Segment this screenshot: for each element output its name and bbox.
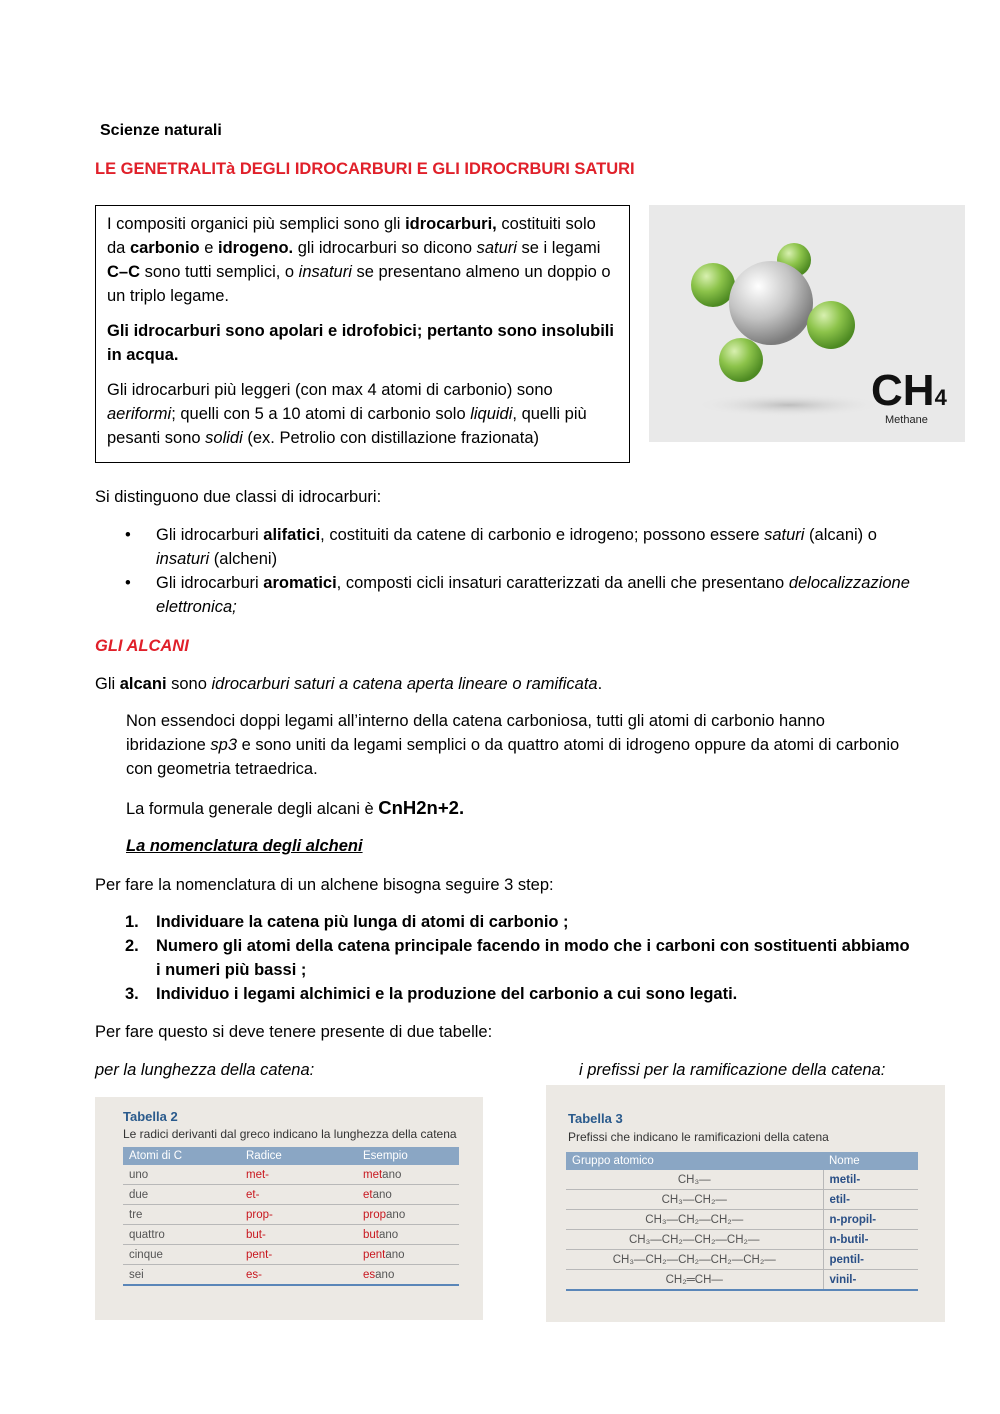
cell-nome: vinil- [823, 1270, 918, 1291]
cell-esempio [357, 1185, 459, 1205]
step-text: Individuo i legami alchimici e la produzione del carbonio a cui sono legati. [156, 985, 738, 1003]
table-row [566, 1270, 918, 1291]
table-row [566, 1210, 918, 1230]
cell-atomi: cinque [123, 1245, 240, 1265]
text: costituiti solo da [107, 215, 596, 257]
term-idrocarburi: idrocarburi, [405, 215, 497, 233]
table-3-title: Tabella 3 [568, 1111, 623, 1126]
example-suffix: ano [385, 1248, 405, 1261]
cell-radice: prop- [240, 1205, 357, 1225]
cell-nome: n-propil- [823, 1210, 918, 1230]
term-liquidi: liquidi [470, 405, 513, 423]
general-formula: CnH2n+2. [378, 797, 465, 818]
table-row [566, 1170, 918, 1190]
term-definition: idrocarburi saturi a catena aperta lineare o ramificata [211, 675, 598, 693]
text: Gli idrocarburi [156, 574, 264, 592]
nomenclature-heading: La nomenclatura degli alcheni [126, 837, 363, 855]
text: (ex. Petrolio con distillazione frazionata) [242, 429, 539, 447]
table-row [123, 1265, 459, 1286]
page-title: LE GENETRALITà DEGLI IDROCARBURI E GLI IDROCRBURI SATURI [95, 160, 635, 178]
text: e [199, 239, 218, 257]
text: La formula generale degli alcani è [126, 800, 379, 818]
term-alifatici: alifatici [263, 526, 321, 544]
cell-nome: etil- [823, 1190, 918, 1210]
table-header-row [566, 1152, 918, 1170]
text: se i legami [516, 239, 601, 257]
tables-intro: Per fare questo si deve tenere presente di due tabelle: [95, 1023, 493, 1041]
term-solidi: solidi [205, 429, 243, 447]
table-row [123, 1245, 459, 1265]
molecule-caption: Methane [885, 414, 928, 426]
formula-line [126, 796, 906, 821]
hydrogen-atom [719, 338, 763, 382]
step-item [95, 934, 915, 982]
caption-left: per la lunghezza della catena: [95, 1061, 315, 1079]
cell-atomi: quattro [123, 1225, 240, 1245]
example-root: et [363, 1188, 373, 1201]
term-sp3: sp3 [210, 736, 237, 754]
table-row [566, 1250, 918, 1270]
cell-atomi: uno [123, 1165, 240, 1185]
step-item [95, 982, 915, 1006]
table-2-image [95, 1097, 483, 1320]
cell-radice: es- [240, 1265, 357, 1286]
steps-list [95, 910, 915, 1006]
term-saturi: saturi [476, 239, 517, 257]
cell-atomi: sei [123, 1265, 240, 1286]
carbon-atom [729, 261, 813, 345]
classes-list [95, 523, 925, 619]
example-suffix: ano [386, 1208, 406, 1221]
table-row [123, 1225, 459, 1245]
term-aromatici: aromatici [263, 574, 337, 592]
classes-intro: Si distinguono due classi di idrocarburi: [95, 488, 382, 506]
cell-esempio [357, 1165, 459, 1185]
cell-gruppo: CH₂═CH— [566, 1270, 823, 1291]
example-suffix: ano [375, 1268, 395, 1281]
table-row [123, 1205, 459, 1225]
text: Gli idrocarburi più leggeri (con max 4 atomi di carbonio) sono [107, 381, 553, 399]
text: Gli idrocarburi [156, 526, 264, 544]
example-root: met [363, 1168, 383, 1181]
steps-intro: Per fare la nomenclatura di un alchene bisogna seguire 3 step: [95, 876, 554, 894]
intro-paragraph-1 [107, 212, 618, 308]
cell-gruppo: CH₃—CH₂—CH₂— [566, 1210, 823, 1230]
term-aeriformi: aeriformi [107, 405, 172, 423]
cell-esempio [357, 1265, 459, 1286]
example-suffix: ano [382, 1168, 402, 1181]
text: , composti cicli insaturi caratterizzati da anelli che presentano [336, 574, 789, 592]
text: gli idrocarburi so dicono [293, 239, 477, 257]
table-row [123, 1185, 459, 1205]
table-2 [123, 1147, 459, 1286]
cell-radice: et- [240, 1185, 357, 1205]
example-root: but [363, 1228, 379, 1241]
text: sono [166, 675, 212, 693]
formula-main: CH [871, 366, 935, 415]
methane-molecule-image [649, 205, 965, 442]
cell-gruppo: CH₃—CH₂— [566, 1190, 823, 1210]
intro-paragraph-3 [107, 378, 618, 450]
table-3-subtitle: Prefissi che indicano le ramificazioni della catena [568, 1130, 829, 1144]
alcani-definition [95, 672, 602, 696]
example-root: prop [363, 1208, 387, 1221]
example-suffix: ano [372, 1188, 392, 1201]
cell-gruppo: CH₃— [566, 1170, 823, 1190]
table-3-image [546, 1085, 945, 1322]
col-header: Atomi di C [123, 1147, 240, 1165]
cell-atomi: tre [123, 1205, 240, 1225]
term-insaturi: insaturi [298, 263, 352, 281]
term-idrogeno: idrogeno. [217, 239, 294, 257]
step-item [95, 910, 915, 934]
col-header: Nome [823, 1152, 918, 1170]
term-insaturi: insaturi [156, 550, 210, 568]
hydrogen-atom [691, 263, 735, 307]
col-header: Esempio [357, 1147, 459, 1165]
cell-gruppo: CH₃—CH₂—CH₂—CH₂— [566, 1230, 823, 1250]
caption-right: i prefissi per la ramificazione della catena: [579, 1061, 886, 1079]
step-text: Individuare la catena più lunga di atomi di carbonio ; [156, 913, 569, 931]
cell-radice: met- [240, 1165, 357, 1185]
alcani-paragraph [126, 709, 906, 781]
text: I compositi organici più semplici sono gli [107, 215, 406, 233]
term-cc: C–C [107, 263, 141, 281]
cell-radice: pent- [240, 1245, 357, 1265]
step-text: Numero gli atomi della catena principale facendo in modo che i carboni con sostituenti abbiamo i numeri più bassi ; [156, 937, 910, 979]
example-root: pent [363, 1248, 386, 1261]
cell-radice: but- [240, 1225, 357, 1245]
text: (alcani) o [804, 526, 877, 544]
text: ; quelli con 5 a 10 atomi di carbonio solo [171, 405, 471, 423]
table-2-subtitle: Le radici derivanti dal greco indicano la lunghezza della catena [123, 1127, 457, 1141]
intro-box [95, 205, 630, 463]
text: (alcheni) [209, 550, 278, 568]
cell-esempio [357, 1245, 459, 1265]
term-delocalizzazione: delocalizzazione elettronica; [156, 574, 910, 616]
section-heading-alcani: GLI ALCANI [95, 637, 189, 655]
list-item [95, 523, 925, 571]
cell-nome: pentil- [823, 1250, 918, 1270]
table-2-title: Tabella 2 [123, 1109, 178, 1124]
text: sono tutti semplici, o [140, 263, 299, 281]
hydrogen-atom [807, 301, 855, 349]
cell-nome: metil- [823, 1170, 918, 1190]
table-row [123, 1165, 459, 1185]
term-carbonio: carbonio [129, 239, 200, 257]
step-number: 1. [125, 913, 139, 931]
cell-gruppo: CH₃—CH₂—CH₂—CH₂—CH₂— [566, 1250, 823, 1270]
text: , quelli più pesanti sono [107, 405, 587, 447]
text: e sono uniti da legami semplici o da quattro atomi di idrogeno oppure da atomi di carbonio con geometria tetraedrica. [126, 736, 900, 778]
table-row [566, 1230, 918, 1250]
table-row [566, 1190, 918, 1210]
step-number: 3. [125, 985, 139, 1003]
col-header: Radice [240, 1147, 357, 1165]
text: . [597, 675, 603, 693]
cell-esempio [357, 1225, 459, 1245]
table-header-row [123, 1147, 459, 1165]
col-header: Gruppo atomico [566, 1152, 823, 1170]
list-item [95, 571, 925, 619]
cell-atomi: due [123, 1185, 240, 1205]
formula-label [871, 366, 947, 420]
intro-paragraph-2: Gli idrocarburi sono apolari e idrofobici; pertanto sono insolubili in acqua. [107, 322, 614, 364]
term-saturi: saturi [764, 526, 805, 544]
cell-esempio [357, 1205, 459, 1225]
subject-label: Scienze naturali [100, 122, 222, 139]
text: Gli [95, 675, 120, 693]
text: , costituiti da catene di carbonio e idrogeno; possono essere [320, 526, 765, 544]
example-suffix: ano [379, 1228, 399, 1241]
step-number: 2. [125, 937, 139, 955]
text: Non essendoci doppi legami all’interno della catena carboniosa, tutti gli atomi di carbonio hanno ibridazione [126, 712, 825, 754]
formula-subscript: 4 [934, 385, 947, 410]
cell-nome: n-butil- [823, 1230, 918, 1250]
example-root: es [363, 1268, 376, 1281]
shadow [694, 393, 884, 417]
table-3 [566, 1152, 918, 1291]
term-alcani: alcani [119, 675, 167, 693]
text: se presentano almeno un doppio o un triplo legame. [107, 263, 611, 305]
